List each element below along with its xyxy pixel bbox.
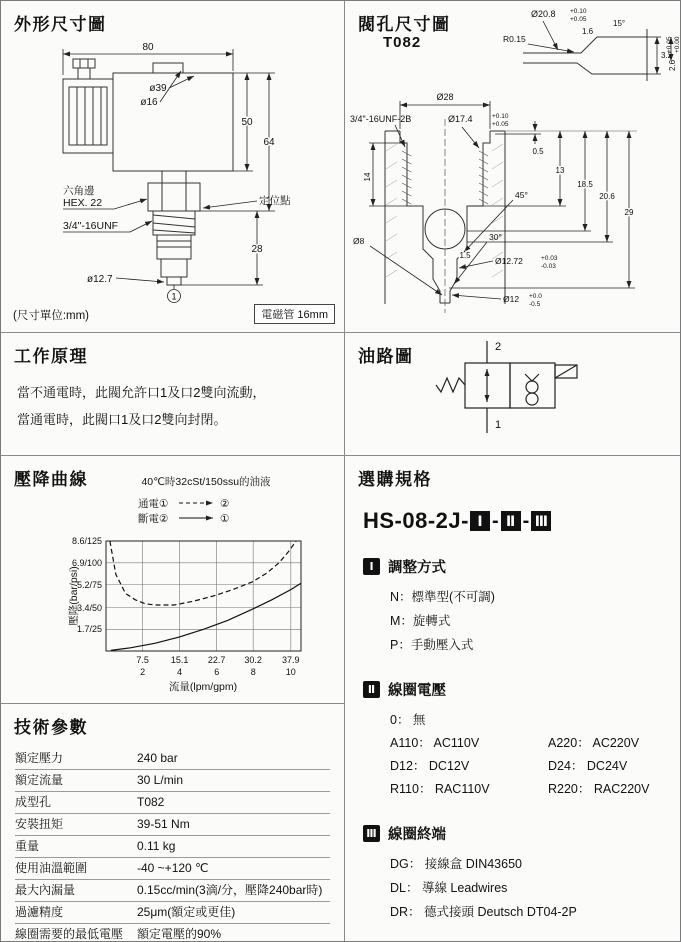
voltage-option-d12: D12： DC12V (390, 759, 470, 773)
dim-d20-8-tol-top: +0.10 (570, 8, 587, 15)
valve-symbol-geometry (436, 341, 577, 433)
dim-d28: Ø28 (436, 92, 454, 102)
legend-energized-label: 通電① (138, 498, 169, 510)
y-tick-4: 1.7/25 (76, 624, 102, 634)
x-tick-gpm-4: 10 (285, 667, 296, 677)
voltage-options-grid (363, 732, 666, 801)
dim-w1-5: 1.5 (459, 251, 471, 260)
outline-drawing (1, 1, 345, 333)
panel-working-principle (1, 333, 345, 456)
dim-d17-4-tol-top: +0.10 (492, 113, 509, 120)
specs-table (15, 748, 330, 942)
spec-label: 安裝扭矩 (15, 817, 64, 831)
model-code-box-1: Ⅰ (470, 511, 490, 531)
dim-d12-tol-bot: -0.5 (529, 301, 541, 308)
dim-ang45: 45° (515, 190, 528, 200)
dim-h3-2: 3.2 (661, 51, 673, 60)
termination-option-dg: DG： 接線盒 DIN43650 (390, 857, 522, 871)
spec-row-torque (15, 814, 330, 836)
x-tick-gpm-1: 4 (177, 667, 183, 677)
dim-d12: Ø12 (503, 294, 520, 304)
dim-d20-8: Ø20.8 (531, 9, 556, 19)
panel-outline-dimensions (1, 1, 345, 333)
cavity-title: 閥孔尺寸圖 (358, 15, 451, 34)
cavity-code: T082 (383, 34, 422, 51)
panel-cavity-dimensions (345, 1, 681, 333)
voltage-option-a110: A110： AC110V (390, 736, 480, 750)
panel-pressure-drop-curve (1, 456, 345, 704)
voltage-option-d24: D24： DC24V (548, 759, 628, 773)
section-coil-voltage-heading (363, 679, 666, 700)
spec-row-temp-range (15, 858, 330, 880)
hex-label-line2: HEX. 22 (63, 197, 103, 209)
principle-title: 工作原理 (14, 347, 88, 366)
x-tick-1: 15.1 (170, 655, 189, 665)
detail-view-dims (528, 21, 671, 74)
spec-value: 0.11 kg (137, 839, 176, 853)
roman-numeral-1: Ⅰ (363, 558, 380, 575)
dim-h2-6-group (666, 36, 681, 71)
valve-body-geometry (63, 59, 233, 285)
adjustment-option-n: N：標準型(不可調) (390, 590, 495, 604)
spec-row-min-voltage (15, 924, 330, 942)
spec-value: 39-51 Nm (137, 817, 190, 831)
dim-h2-6-tol-top: +0.05 (666, 36, 673, 53)
detail-view-geometry (523, 29, 647, 81)
section-hatch (386, 144, 503, 277)
y-tick-0: 8.6/125 (71, 536, 102, 546)
section-coil-termination (363, 823, 666, 924)
dim-ang15: 15° (613, 19, 626, 28)
chart-legend (138, 498, 229, 525)
spec-value: -40 ~+120 ℃ (137, 861, 209, 875)
spec-value: 25μm(額定或更佳) (137, 905, 236, 919)
dim-w1-6: 1.6 (582, 27, 594, 36)
x-tick-gpm-0: 2 (140, 667, 146, 677)
thread-label: 3/4"-16UNF (63, 220, 119, 232)
locating-point-label: 定位點 (259, 195, 291, 207)
x-axis-label: 流量(lpm/gpm) (168, 681, 238, 693)
section-adjustment-heading (363, 556, 666, 577)
panel-hydraulic-circuit (345, 333, 681, 456)
dim-total-width: 80 (142, 42, 154, 53)
circuit-title: 油路圖 (358, 347, 414, 366)
dim-coil-od: ø39 (149, 83, 167, 94)
spec-label: 使用油溫範圍 (15, 861, 88, 875)
port-1-label: 1 (495, 419, 502, 431)
dim-h2-6-tol-bot: +0.00 (674, 36, 681, 53)
x-tick-3: 30.2 (244, 655, 262, 665)
dim-dep14: 14 (363, 172, 372, 182)
dim-d17-4-tol-bot: +0.05 (492, 121, 509, 128)
voltage-option-a220: A220： AC220V (548, 736, 640, 750)
roman-numeral-3: Ⅲ (363, 825, 380, 842)
dim-d12-72-tol-bot: -0.03 (541, 263, 556, 270)
x-tick-0: 7.5 (136, 655, 149, 665)
dim-d12-72-tol-top: +0.03 (541, 255, 558, 262)
dim-length-28: 28 (251, 244, 263, 255)
x-tick-gpm-2: 6 (214, 667, 220, 677)
principle-line1: 當不通電時，此閥允許口1及口2雙向流動， (17, 385, 266, 400)
dim-h2-6: 2.6 (668, 59, 677, 71)
adjustment-option-m: M：旋轉式 (390, 614, 451, 628)
hex-label-line1: 六角邊 (63, 185, 95, 197)
termination-option-dr: DR： 德式接頭 Deutsch DT04-2P (390, 905, 577, 919)
dim-dep20-6: 20.6 (599, 192, 615, 201)
spec-row-rated-flow (15, 770, 330, 792)
section-coil-voltage-title: 線圈電壓 (388, 683, 446, 699)
spec-value: 額定電壓的90% (137, 927, 222, 941)
termination-option-dl: DL： 導線 Leadwires (390, 881, 508, 895)
curve-energized (110, 541, 296, 605)
y-axis-label: 壓降(bar/psi) (68, 566, 80, 626)
section-coil-voltage (363, 679, 666, 801)
dim-r0-15: R0.15 (503, 34, 526, 44)
solenoid-tube-note: 電磁管 16mm (254, 304, 335, 324)
voltage-option-0: 0： 無 (390, 713, 426, 727)
dim-cavity-thread: 3/4"-16UNF-2B (350, 114, 412, 124)
dim-tube-od: ø16 (140, 97, 158, 108)
legend-deenergized-label: 斷電② (138, 513, 169, 525)
ordering-content (345, 456, 681, 924)
voltage-option-r110: R110： RAC110V (390, 782, 490, 796)
dim-dep29: 29 (624, 208, 634, 217)
model-sep: - (522, 509, 530, 532)
dim-d8: Ø8 (353, 236, 365, 246)
spec-value: 30 L/min (137, 773, 184, 787)
spec-row-filtration (15, 902, 330, 924)
chart-note: 40℃時32cSt/150ssu的油液 (141, 476, 271, 488)
legend-deenergized-target: ① (220, 513, 230, 525)
chart-plot-area (106, 541, 301, 651)
spec-label: 過濾精度 (15, 905, 64, 919)
chart-axis-labels (67, 536, 300, 693)
dim-d17-4: Ø17.4 (448, 114, 473, 124)
x-tick-2: 22.7 (207, 655, 226, 665)
dim-dep0-5: 0.5 (532, 147, 544, 156)
unit-note: (尺寸單位:mm) (13, 310, 90, 322)
adjustment-option-p: P：手動壓入式 (390, 638, 474, 652)
spec-value: 240 bar (137, 751, 178, 765)
roman-numeral-2: Ⅱ (363, 681, 380, 698)
model-prefix: HS-08-2J- (363, 508, 469, 533)
spec-label: 最大內漏量 (15, 883, 76, 897)
spec-label: 線圈需要的最低電壓 (15, 927, 124, 941)
pressure-drop-chart (1, 456, 345, 704)
dim-tip-od: ø12.7 (87, 274, 113, 285)
dim-d12-tol-top: +0.0 (529, 293, 542, 300)
model-code-box-3: Ⅲ (531, 511, 551, 531)
y-tick-3: 3.4/50 (76, 603, 102, 613)
spec-row-leakage (15, 880, 330, 902)
model-sep: - (491, 509, 499, 532)
y-tick-2: 5.2/75 (76, 580, 102, 590)
panel-technical-specs (1, 704, 345, 942)
spec-value: 0.15cc/min(3滴/分，壓降240bar時) (137, 883, 323, 897)
ordering-title: 選購規格 (358, 470, 432, 489)
spec-row-weight (15, 836, 330, 858)
legend-energized-target: ② (220, 498, 230, 510)
dim-ang30: 30° (489, 232, 502, 242)
y-tick-1: 6.9/100 (71, 558, 102, 568)
spec-value: T082 (137, 795, 165, 809)
outline-title: 外形尺寸圖 (14, 15, 107, 34)
port1-marker: 1 (171, 291, 177, 302)
section-adjustment-title: 調整方式 (388, 560, 446, 576)
section-coil-termination-heading (363, 823, 666, 844)
spring-symbol (436, 378, 465, 392)
spec-row-rated-pressure (15, 748, 330, 770)
cavity-section-geometry (385, 131, 505, 304)
dim-dep18-5: 18.5 (577, 180, 593, 189)
curve-deenergized (111, 583, 301, 650)
model-code (363, 508, 666, 534)
panel-ordering-info (345, 456, 681, 942)
dim-d20-8-tol-bot: +0.05 (570, 16, 587, 23)
spec-label: 額定壓力 (15, 751, 64, 765)
dim-dep13: 13 (555, 166, 565, 175)
dim-height-64: 64 (263, 137, 275, 148)
x-tick-gpm-3: 8 (250, 667, 256, 677)
spec-row-cavity (15, 792, 330, 814)
x-tick-4: 37.9 (282, 655, 300, 665)
principle-line2: 當通電時，此閥口1及口2雙向封閉。 (17, 412, 227, 427)
section-coil-termination-title: 線圈終端 (388, 827, 446, 843)
curve-title: 壓降曲線 (14, 470, 88, 489)
voltage-option-r220: R220： RAC220V (548, 782, 650, 796)
spec-label: 重量 (15, 839, 40, 853)
dim-height-50: 50 (241, 117, 253, 128)
port-2-label: 2 (495, 341, 502, 353)
spec-label: 額定流量 (15, 773, 64, 787)
spec-label: 成型孔 (15, 795, 52, 809)
dim-d12-72: Ø12.72 (495, 256, 523, 266)
section-adjustment (363, 556, 666, 657)
model-code-box-2: Ⅱ (501, 511, 521, 531)
thread-ticks (402, 151, 488, 204)
specs-title: 技術參數 (14, 718, 88, 737)
